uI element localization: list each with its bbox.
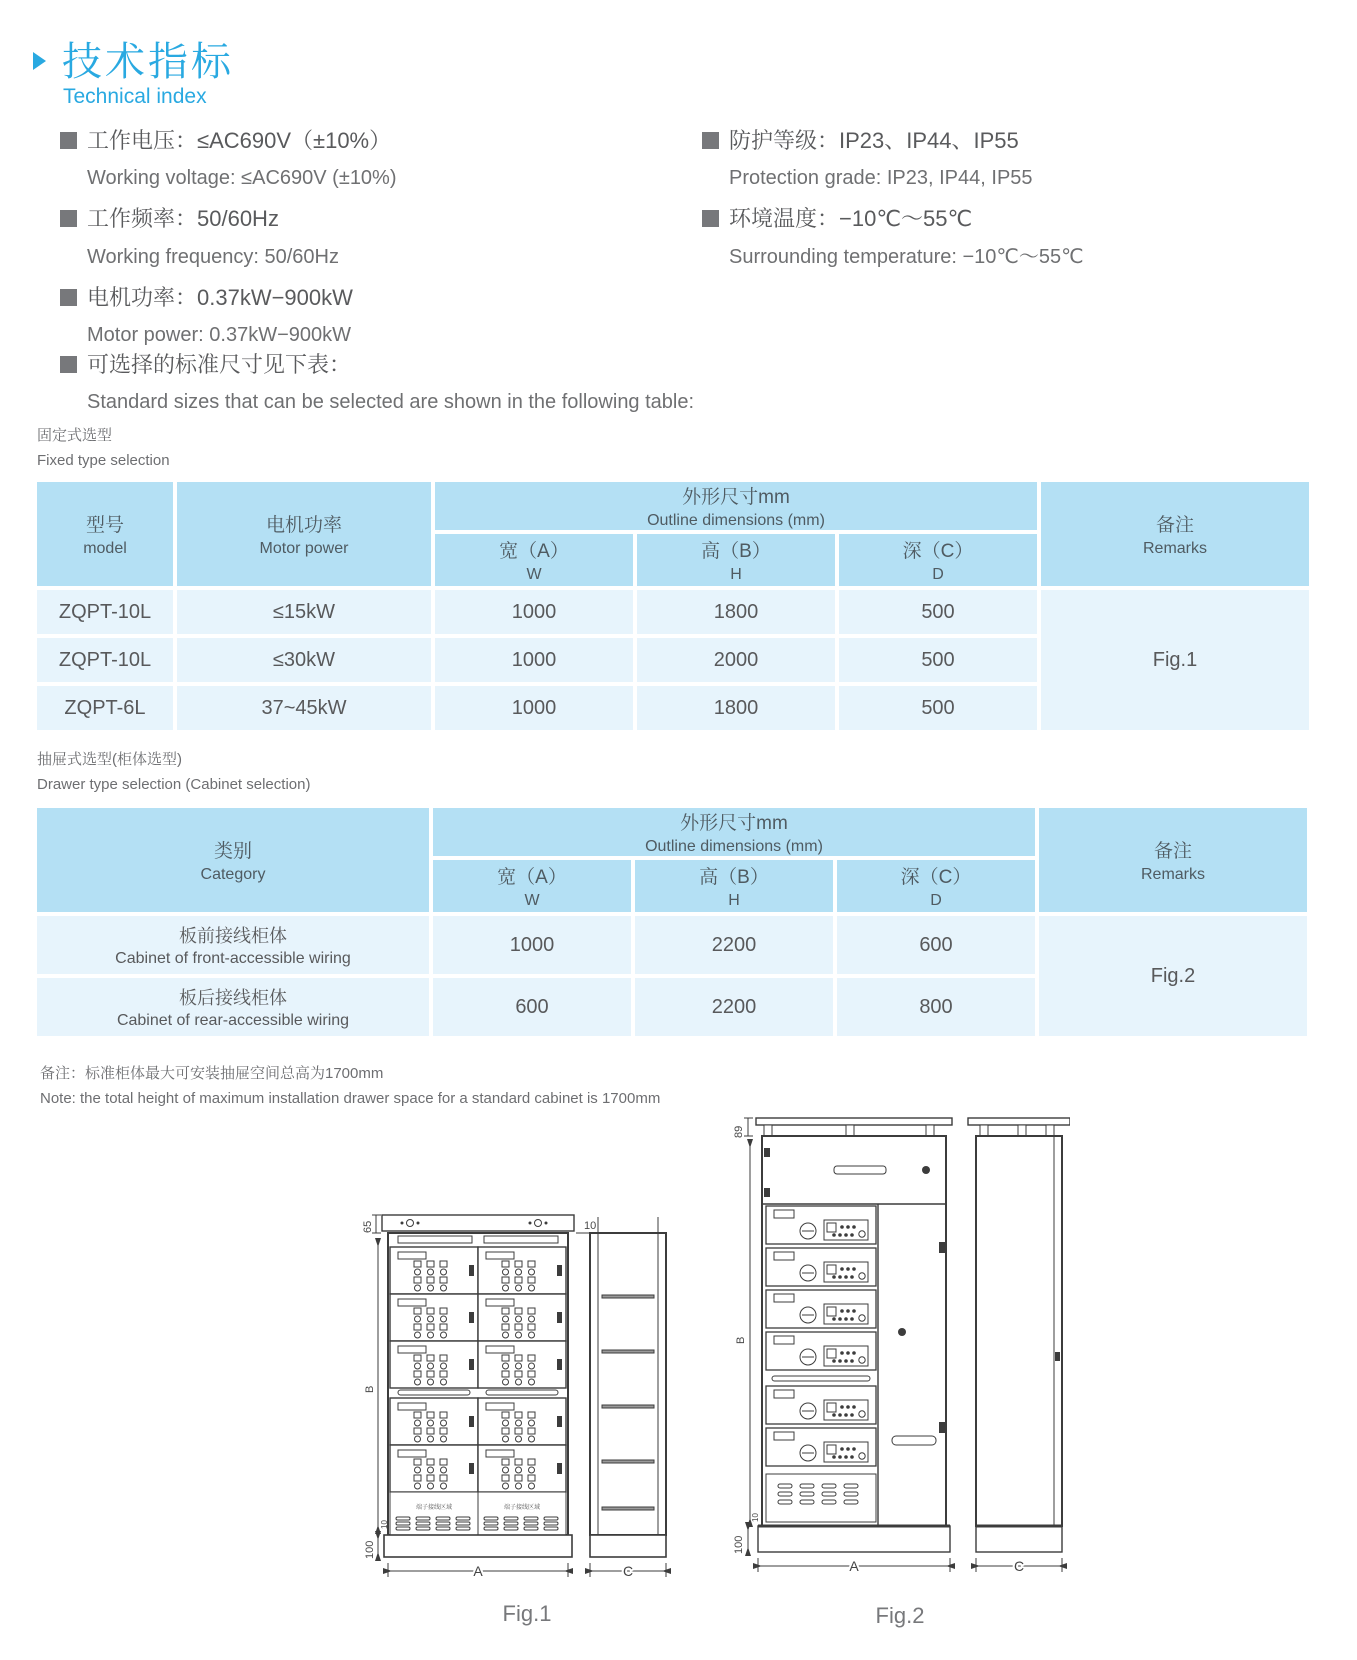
spec-item	[60, 206, 680, 268]
dim-100: 100	[364, 1540, 376, 1559]
spec-en: Surrounding temperature: −10℃～55℃	[729, 245, 1084, 268]
header-zh: 备注	[1153, 841, 1192, 862]
dim-A: A	[849, 1558, 859, 1574]
header-en: D	[932, 566, 944, 583]
page-subtitle: Technical index	[63, 85, 207, 108]
fig2-front-view	[756, 1118, 952, 1552]
fixed-section-en: Fixed type selection	[37, 452, 170, 469]
drawer-type-table	[33, 804, 1311, 1040]
table-row	[37, 590, 1309, 634]
header-zh: 宽（A）	[497, 867, 567, 888]
spec-text	[729, 128, 1033, 190]
bullet-square-icon	[60, 210, 77, 227]
spec-item	[702, 206, 1322, 268]
spec-list-left	[60, 128, 680, 363]
spec-zh: 电机功率：0.37kW−900kW	[87, 284, 353, 310]
figure-2	[730, 1092, 1070, 1629]
bullet-square-icon	[702, 132, 719, 149]
cell-height: 2200	[635, 978, 833, 1036]
cell-width: 1000	[435, 590, 633, 634]
col-header-depth	[839, 534, 1037, 586]
category-zh: 板后接线柜体	[179, 988, 287, 1008]
header-zh: 深（C）	[900, 867, 972, 888]
fig1-side-view	[590, 1217, 666, 1557]
cell-remark: Fig.1	[1041, 590, 1309, 730]
header-en: Remarks	[1140, 866, 1205, 883]
cell-model: ZQPT-10L	[37, 590, 173, 634]
col-header-category	[37, 808, 429, 912]
col-header-remarks	[1039, 808, 1307, 912]
header-en: W	[524, 892, 540, 909]
table-row	[37, 916, 1307, 974]
cell-category	[37, 978, 429, 1036]
header-zh: 备注	[1155, 515, 1194, 536]
spec-en: Motor power: 0.37kW−900kW	[87, 324, 351, 347]
header-zh: 类别	[213, 841, 252, 862]
fig2-caption: Fig.2	[875, 1603, 925, 1628]
bullet-square-icon	[60, 132, 77, 149]
cell-width: 1000	[433, 916, 631, 974]
cell-remark: Fig.2	[1039, 916, 1307, 1036]
spec-item	[60, 285, 680, 347]
dim-10-small: 10	[751, 1513, 760, 1522]
fig1-front-view	[382, 1215, 574, 1557]
fig1-drawing	[362, 1145, 692, 1590]
spec-zh: 工作频率：50/60Hz	[87, 206, 279, 232]
dim-100: 100	[733, 1535, 745, 1554]
header-en: Outline dimensions (mm)	[647, 512, 825, 529]
terminal-area-label: 端子接线区域	[415, 1505, 453, 1511]
dim-C: C	[1013, 1558, 1025, 1574]
cell-power: 37~45kW	[177, 686, 431, 730]
header-en: model	[83, 540, 127, 557]
table-intro	[60, 352, 960, 430]
spec-en: Protection grade: IP23, IP44, IP55	[729, 167, 1033, 190]
cell-depth: 600	[837, 916, 1035, 974]
header-zh: 高（B）	[699, 867, 769, 888]
category-en: Cabinet of front-accessible wiring	[115, 950, 351, 967]
dim-89: 89	[733, 1125, 745, 1138]
dim-10: 10	[584, 1220, 597, 1232]
cell-depth: 500	[839, 686, 1037, 730]
drawer-section-zh: 抽屉式选型(柜体选型)	[37, 751, 182, 768]
col-header-dimensions	[433, 808, 1035, 856]
dim-C: C	[622, 1563, 634, 1579]
fig2-side-view	[968, 1118, 1070, 1552]
page-title: 技术指标	[62, 40, 234, 84]
cell-model: ZQPT-10L	[37, 638, 173, 682]
spec-en: Working voltage: ≤AC690V (±10%)	[87, 167, 397, 190]
spec-zh: 工作电压：≤AC690V（±10%）	[87, 128, 392, 153]
cell-width: 1000	[435, 638, 633, 682]
header-en: W	[526, 566, 542, 583]
dim-A: A	[473, 1563, 483, 1579]
drawer-section-en: Drawer type selection (Cabinet selection)	[37, 776, 311, 793]
col-header-height	[635, 860, 833, 912]
cell-height: 1800	[637, 590, 835, 634]
spec-text	[87, 128, 397, 190]
cell-height: 2200	[635, 916, 833, 974]
spec-text	[87, 206, 339, 268]
header-en: Category	[200, 866, 266, 883]
cell-depth: 500	[839, 590, 1037, 634]
fixed-section-label	[37, 424, 170, 469]
spec-text	[729, 206, 1084, 268]
cell-category	[37, 916, 429, 974]
category-en: Cabinet of rear-accessible wiring	[116, 1012, 350, 1029]
cell-model: ZQPT-6L	[37, 686, 173, 730]
intro-en: Standard sizes that can be selected are shown in the following table:	[87, 391, 695, 414]
figure-1	[362, 1145, 692, 1627]
terminal-area-label: 端子接线区域	[503, 1505, 541, 1511]
dim-65: 65	[362, 1220, 374, 1233]
spec-text	[87, 285, 353, 347]
col-header-height	[637, 534, 835, 586]
fig2-drawing	[730, 1092, 1070, 1592]
cell-height: 2000	[637, 638, 835, 682]
drawer-section-label	[37, 748, 310, 793]
dim-B: B	[364, 1385, 376, 1393]
header-zh: 外形尺寸mm	[682, 487, 790, 508]
spec-list-right	[702, 128, 1322, 285]
header-zh: 高（B）	[701, 541, 771, 562]
dim-B: B	[735, 1336, 747, 1344]
col-header-depth	[837, 860, 1035, 912]
cell-power: ≤30kW	[177, 638, 431, 682]
spec-en: Working frequency: 50/60Hz	[87, 245, 339, 268]
note-en: Note: the total height of maximum installation drawer space for a standard cabinet is 1700mm	[40, 1090, 661, 1107]
header-en: Outline dimensions (mm)	[645, 838, 823, 855]
bullet-square-icon	[60, 356, 77, 373]
header-en: Motor power	[259, 540, 349, 557]
fixed-type-table	[33, 478, 1313, 734]
dim-10-small: 10	[380, 1520, 389, 1529]
cell-width: 600	[433, 978, 631, 1036]
spec-item	[60, 128, 680, 190]
col-header-width	[433, 860, 631, 912]
cell-width: 1000	[435, 686, 633, 730]
header-en: H	[728, 892, 740, 909]
bullet-square-icon	[702, 210, 719, 227]
header-zh: 外形尺寸mm	[680, 813, 788, 834]
note-zh: 备注：标准柜体最大可安装抽屉空间总高为1700mm	[40, 1065, 384, 1082]
spec-zh: 防护等级：IP23、IP44、IP55	[729, 128, 1019, 153]
header-zh: 电机功率	[265, 515, 342, 536]
header-en: H	[730, 566, 742, 583]
header-en: Remarks	[1142, 540, 1207, 557]
cell-height: 1800	[637, 686, 835, 730]
section-arrow-icon	[33, 52, 46, 70]
spec-zh: 环境温度：−10℃～55℃	[729, 206, 973, 232]
intro-zh: 可选择的标准尺寸见下表：	[87, 352, 352, 377]
col-header-power	[177, 482, 431, 586]
header-zh: 型号	[85, 515, 124, 536]
col-header-width	[435, 534, 633, 586]
col-header-dimensions	[435, 482, 1037, 530]
fig1-caption: Fig.1	[502, 1601, 552, 1626]
header-zh: 宽（A）	[499, 541, 569, 562]
header-zh: 深（C）	[902, 541, 974, 562]
spec-item	[702, 128, 1322, 190]
col-header-model	[37, 482, 173, 586]
fixed-section-zh: 固定式选型	[37, 427, 113, 444]
spec-item	[60, 352, 960, 414]
spec-text	[87, 352, 694, 414]
cell-depth: 500	[839, 638, 1037, 682]
category-zh: 板前接线柜体	[179, 926, 287, 946]
cell-power: ≤15kW	[177, 590, 431, 634]
col-header-remarks	[1041, 482, 1309, 586]
cell-depth: 800	[837, 978, 1035, 1036]
header-en: D	[930, 892, 942, 909]
bullet-square-icon	[60, 289, 77, 306]
